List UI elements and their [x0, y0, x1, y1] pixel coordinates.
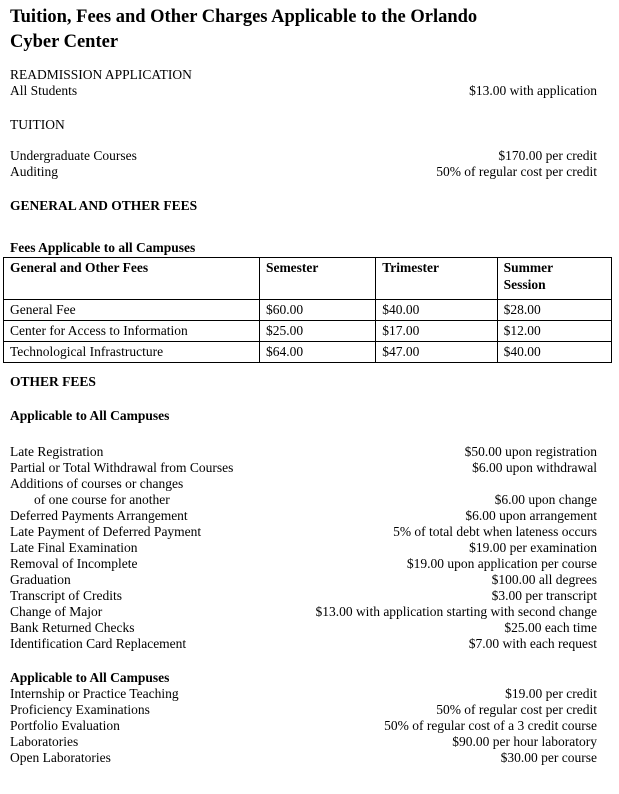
fee-label: Laboratories: [10, 734, 79, 749]
fee-value: $50.00 upon registration: [464, 444, 597, 459]
page-title-line1: Tuition, Fees and Other Charges Applicable to the Orlando: [10, 7, 478, 27]
fee-row: [10, 620, 597, 636]
table-cell-summer: $40.00: [497, 342, 611, 363]
fee-label: All Students: [10, 83, 78, 98]
fee-value: $13.00 with application: [469, 83, 597, 98]
fee-label: Undergraduate Courses: [10, 148, 137, 163]
other-fees-group2-rows: [10, 686, 597, 766]
fee-value: $3.00 per transcript: [491, 588, 597, 603]
fee-label: Open Laboratories: [10, 750, 111, 765]
fee-label: Proficiency Examinations: [10, 702, 150, 717]
table-cell-fee-name: Center for Access to Information: [4, 321, 260, 342]
fee-row: [10, 460, 597, 476]
fee-label: Late Final Examination: [10, 540, 138, 555]
table-cell-semester: $64.00: [259, 342, 375, 363]
fee-value: 50% of regular cost per credit: [436, 702, 597, 717]
column-header-summer-session-text: Summer Session: [503, 260, 553, 292]
fee-value: $6.00 upon change: [494, 492, 597, 507]
fee-row: [10, 588, 597, 604]
fee-row: [10, 702, 597, 718]
column-header-trimester: Trimester: [376, 258, 497, 300]
fee-row: [10, 686, 597, 702]
column-header-semester: Semester: [259, 258, 375, 300]
fee-label: Identification Card Replacement: [10, 636, 187, 651]
table-cell-semester: $25.00: [259, 321, 375, 342]
fee-value: $19.00 per credit: [505, 686, 597, 701]
fee-row: [10, 734, 597, 750]
fee-row: [10, 718, 597, 734]
fee-row: [10, 540, 597, 556]
fee-value: $19.00 per examination: [469, 540, 597, 555]
fee-row: [10, 604, 597, 620]
fee-label: Removal of Incomplete: [10, 556, 138, 571]
table-row: [4, 300, 612, 321]
fee-label: Deferred Payments Arrangement: [10, 508, 188, 523]
fee-value: $25.00 each time: [504, 620, 597, 635]
fee-value: $90.00 per hour laboratory: [452, 734, 597, 749]
fee-row: [10, 164, 597, 180]
fee-row: [10, 508, 597, 524]
fee-value: $19.00 upon application per course: [406, 556, 597, 571]
subheading-applicable-all-campuses-1: Applicable to All Campuses: [10, 408, 170, 423]
fee-label: Portfolio Evaluation: [10, 718, 120, 733]
subheading-fees-all-campuses: Fees Applicable to all Campuses: [10, 240, 196, 255]
fee-row: [10, 750, 597, 766]
table-cell-fee-name: General Fee: [4, 300, 260, 321]
fee-label: Late Registration: [10, 444, 104, 459]
fee-label: Graduation: [10, 572, 71, 587]
column-header-summer-session: [497, 258, 611, 300]
table-row: [4, 321, 612, 342]
page-title: [10, 5, 597, 55]
fee-label: Transcript of Credits: [10, 588, 122, 603]
fee-label: Change of Major: [10, 604, 103, 619]
fee-label: Partial or Total Withdrawal from Courses: [10, 460, 234, 475]
fee-row: [10, 636, 597, 652]
section-heading-other-fees: OTHER FEES: [10, 374, 96, 389]
fees-table-header-row: [4, 258, 612, 300]
tuition-rows: [10, 148, 597, 180]
fee-row: [10, 148, 597, 164]
fee-row: [10, 476, 597, 492]
fees-table: [3, 257, 612, 363]
fee-label: Late Payment of Deferred Payment: [10, 524, 202, 539]
subheading-applicable-all-campuses-2: Applicable to All Campuses: [10, 670, 170, 685]
fee-value: $30.00 per course: [500, 750, 597, 765]
fee-label: Auditing: [10, 164, 59, 179]
section-heading-readmission: READMISSION APPLICATION: [10, 67, 192, 82]
column-header-fee-name: General and Other Fees: [4, 258, 260, 300]
fee-row: [10, 83, 597, 99]
fee-row: [10, 444, 597, 460]
fee-value: $6.00 upon arrangement: [465, 508, 597, 523]
fee-value: $13.00 with application starting with second change: [315, 604, 597, 619]
fee-value: $100.00 all degrees: [491, 572, 597, 587]
fee-value: $6.00 upon withdrawal: [472, 460, 597, 475]
fee-value: $7.00 with each request: [468, 636, 597, 651]
fee-value: 50% of regular cost of a 3 credit course: [384, 718, 597, 733]
fee-label: Bank Returned Checks: [10, 620, 135, 635]
fee-value: 5% of total debt when lateness occurs: [393, 524, 597, 539]
fee-label: Additions of courses or changes: [10, 476, 184, 491]
other-fees-group1-rows: [10, 444, 597, 652]
table-row: [4, 342, 612, 363]
fee-value: 50% of regular cost per credit: [436, 164, 597, 179]
section-heading-general-fees: GENERAL AND OTHER FEES: [10, 198, 198, 213]
table-cell-trimester: $40.00: [376, 300, 497, 321]
fee-row: [10, 572, 597, 588]
table-cell-trimester: $17.00: [376, 321, 497, 342]
fee-label: Internship or Practice Teaching: [10, 686, 179, 701]
table-cell-summer: $12.00: [497, 321, 611, 342]
section-heading-tuition: TUITION: [10, 117, 65, 132]
table-cell-trimester: $47.00: [376, 342, 497, 363]
fee-value: $170.00 per credit: [498, 148, 597, 163]
table-cell-semester: $60.00: [259, 300, 375, 321]
page-title-line2: Cyber Center: [10, 32, 119, 52]
table-cell-summer: $28.00: [497, 300, 611, 321]
fee-label: of one course for another: [34, 492, 170, 507]
fee-row: [10, 524, 597, 540]
table-cell-fee-name: Technological Infrastructure: [4, 342, 260, 363]
fee-row: [10, 492, 597, 508]
fee-row: [10, 556, 597, 572]
